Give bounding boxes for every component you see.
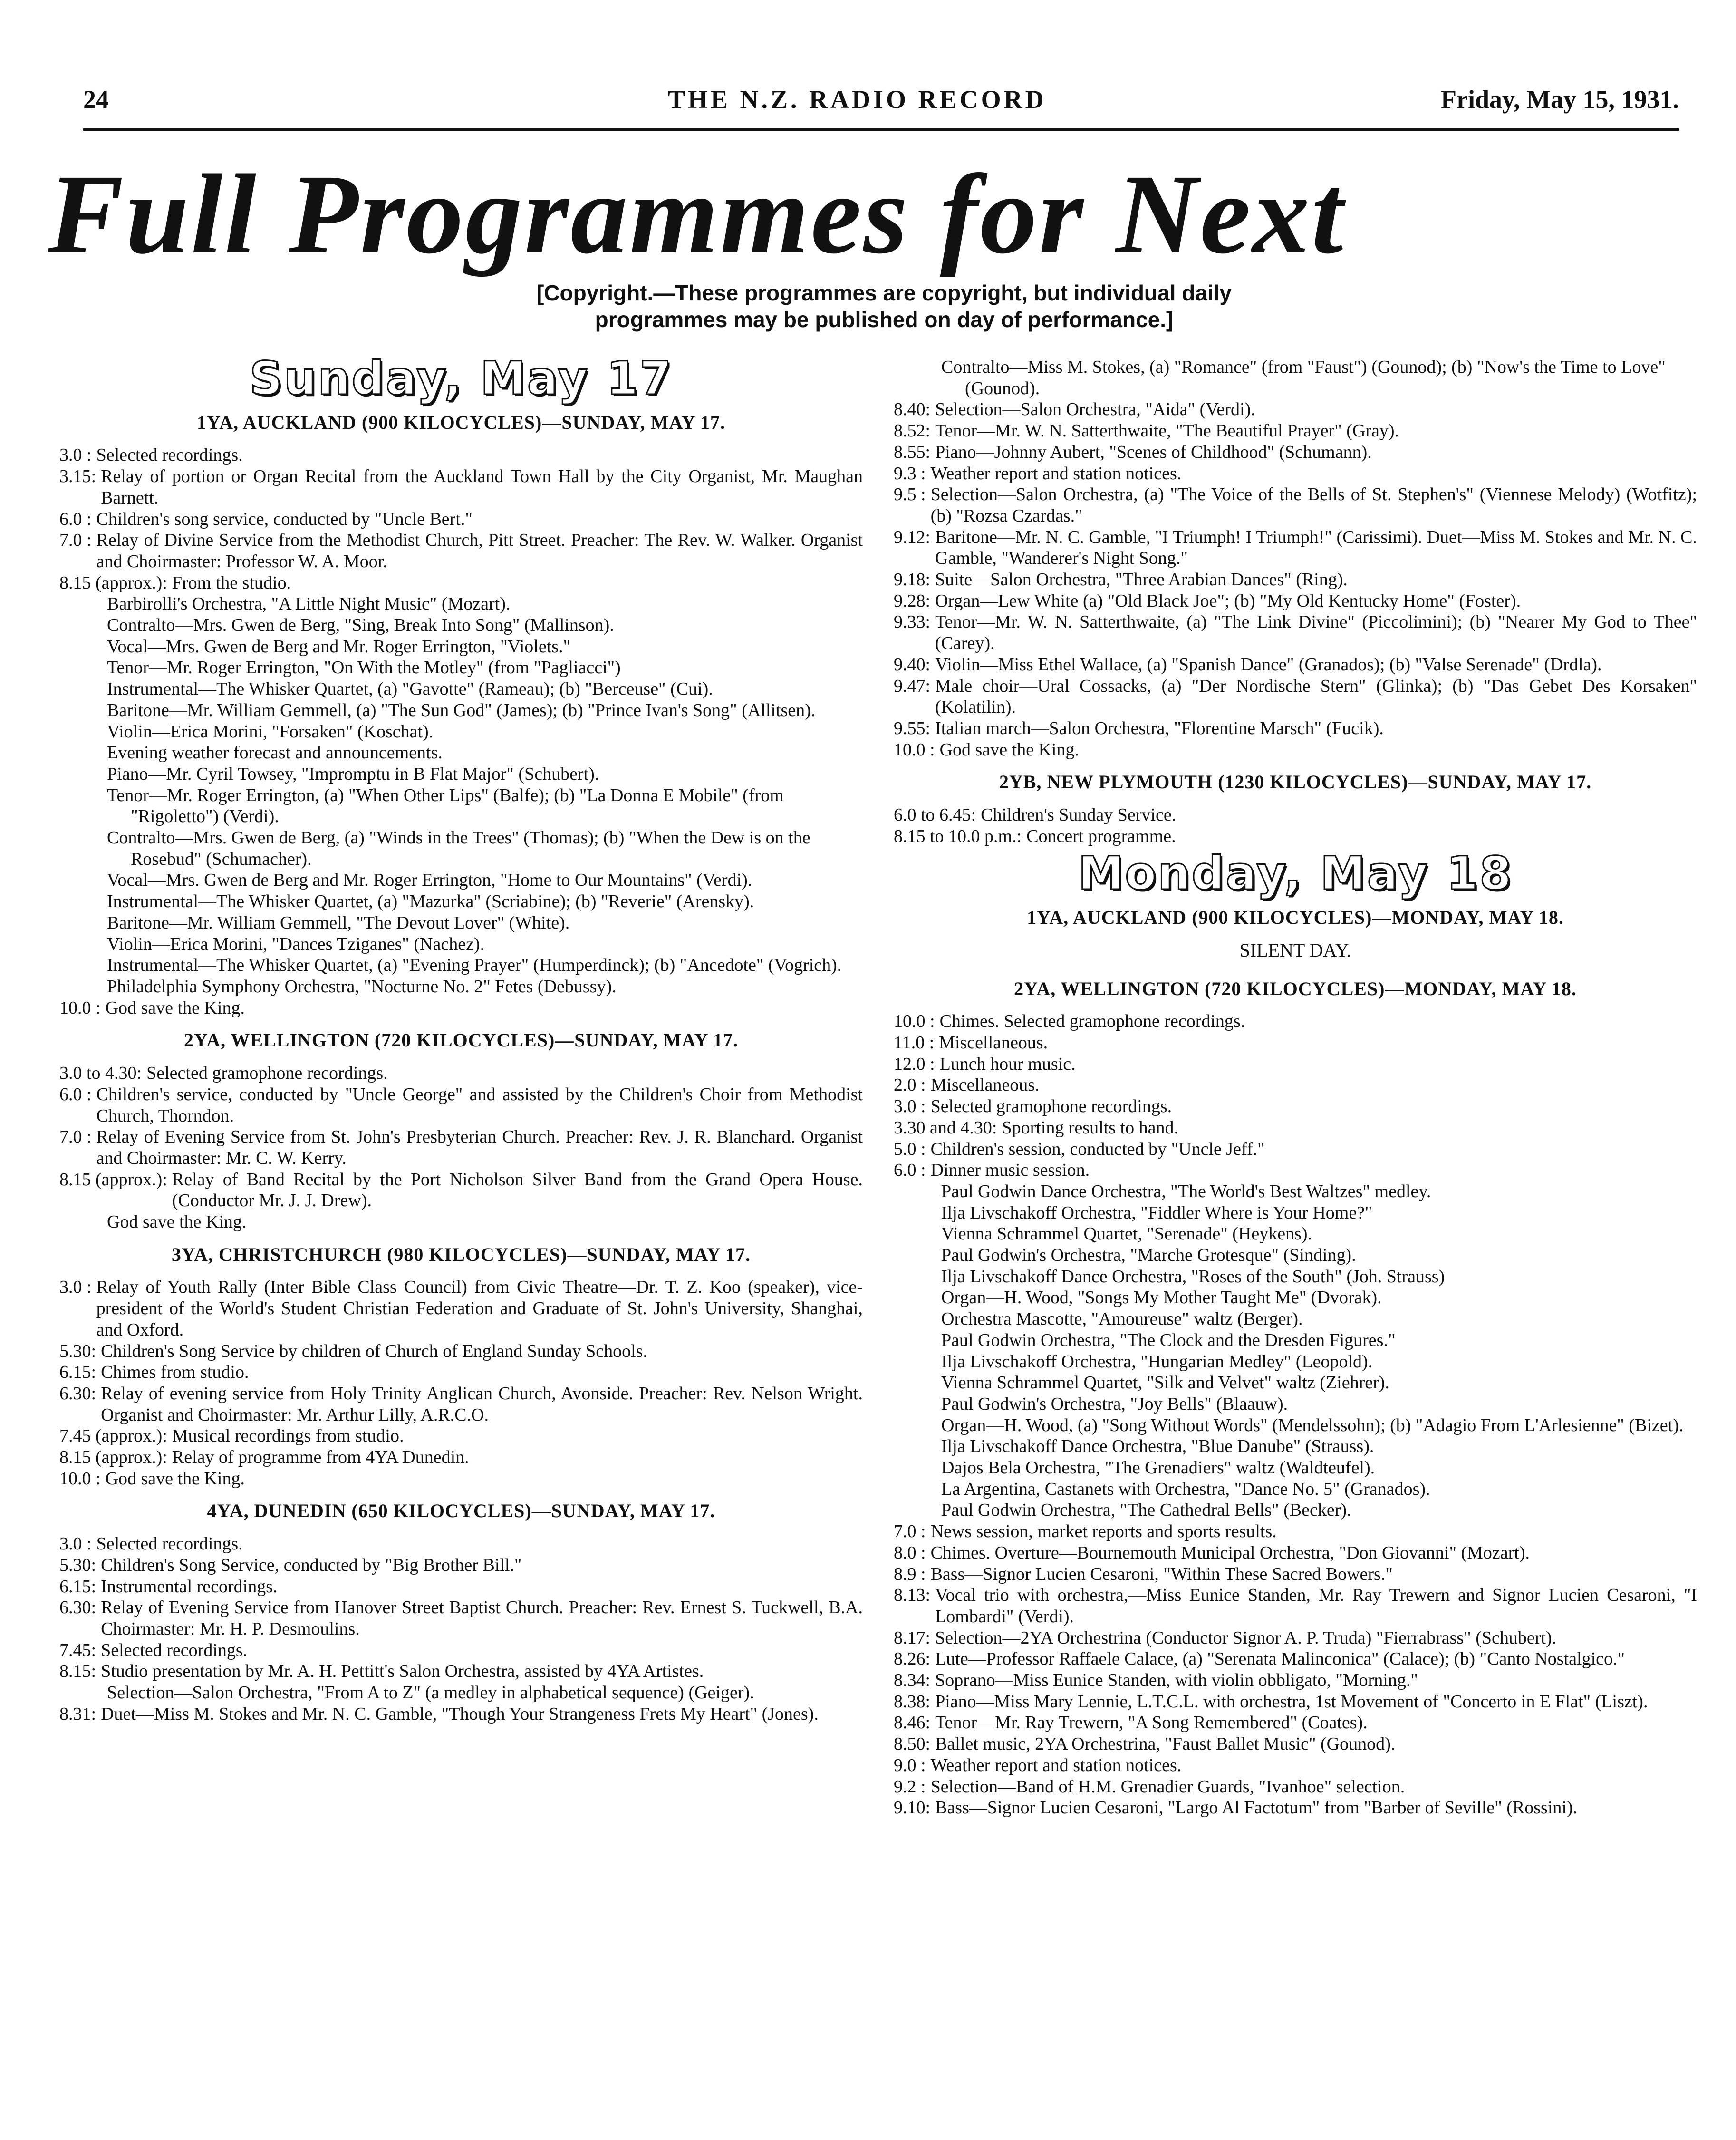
programme-text: Children's Sunday Service. [981, 805, 1177, 825]
programme-item [59, 997, 863, 1019]
programme-text: Piano—Johnny Aubert, "Scenes of Childhood" (Schumann). [935, 442, 1372, 462]
programme-item [894, 1564, 1697, 1585]
programme-text: Weather report and station notices. [930, 463, 1182, 484]
station-heading: 1YA, AUCKLAND (900 KILOCYCLES)—MONDAY, MAY 18. [1027, 907, 1564, 929]
programme-time: 8.55: [894, 442, 931, 462]
programme-time: 5.0 : [894, 1139, 926, 1159]
day-heading-sunday: Sunday, May 17 [249, 352, 673, 405]
silent-day-note: SILENT DAY. [1239, 939, 1351, 961]
programme-item [894, 591, 1697, 612]
programme-subitem: Philadelphia Symphony Orchestra, "Nocturne No. 2" Fetes (Debussy). [107, 976, 617, 997]
programme-item [59, 1383, 863, 1425]
programme-item [894, 1712, 1697, 1733]
programme-text: Selection—Salon Orchestra, "Aida" (Verdi). [935, 399, 1255, 420]
programme-time: 6.30: [59, 1383, 96, 1404]
programme-time: 8.34: [894, 1670, 931, 1691]
station-heading: 1YA, AUCKLAND (900 KILOCYCLES)—SUNDAY, MAY 17. [196, 411, 726, 433]
programme-subitem: Vienna Schrammel Quartet, "Silk and Velvet" waltz (Ziehrer). [941, 1373, 1389, 1393]
programme-item [59, 1555, 863, 1576]
programme-item [59, 1704, 863, 1725]
programme-time: 8.15: [59, 1661, 96, 1682]
programme-list [894, 1521, 1697, 1819]
programme-text: Children's service, conducted by "Uncle George" and assisted by the Children's Choir from Methodist Church, Thorndon. [96, 1084, 863, 1126]
programme-time: 8.50: [894, 1734, 931, 1754]
programme-text: Concert programme. [1026, 826, 1176, 846]
programme-time: 9.12: [894, 527, 931, 547]
programme-item [894, 1733, 1697, 1755]
programme-item [894, 826, 1697, 847]
programme-item [894, 1648, 1697, 1670]
programme-item [894, 420, 1697, 442]
programme-subitem: La Argentina, Castanets with Orchestra, "Dance No. 5" (Granados). [941, 1479, 1430, 1499]
programme-item [894, 1096, 1697, 1117]
programme-time: 8.13: [894, 1585, 931, 1606]
station-heading: 4YA, DUNEDIN (650 KILOCYCLES)—SUNDAY, MAY 17. [207, 1500, 715, 1522]
programme-text: Lute—Professor Raffaele Calace, (a) "Serenata Malinconica" (Calace); (b) "Canto Nostalgico." [935, 1649, 1625, 1669]
programme-text: Miscellaneous. [939, 1032, 1048, 1053]
programme-item [59, 1576, 863, 1598]
programme-item [894, 1542, 1697, 1564]
programme-item [894, 442, 1697, 463]
programme-subitem: Piano—Mr. Cyril Towsey, "Impromptu in B Flat Major" (Schubert). [107, 764, 599, 784]
programme-time: 3.0 : [59, 1277, 92, 1298]
programme-time: 8.17: [894, 1627, 931, 1648]
programme-item [894, 569, 1697, 591]
programme-subitem: Paul Godwin Orchestra, "The Cathedral Bells" (Becker). [941, 1500, 1351, 1520]
programme-item [59, 1126, 863, 1169]
programme-item [59, 1533, 863, 1555]
masthead: THE N.Z. RADIO RECORD [668, 85, 1047, 114]
programme-subitem: Evening weather forecast and announcements. [107, 743, 443, 763]
programme-time: 11.0 : [894, 1032, 935, 1053]
programme-time: 9.33: [894, 612, 931, 632]
programme-time: 10.0 : [59, 1468, 101, 1489]
programme-item [894, 1075, 1697, 1096]
programme-time: 6.0 : [59, 509, 92, 529]
programme-item [894, 739, 1697, 761]
programme-subitem: Ilja Livschakoff Orchestra, "Fiddler Where is Your Home?" [941, 1202, 1372, 1223]
programme-item [894, 1627, 1697, 1649]
programme-text: Vocal trio with orchestra,—Miss Eunice Standen, Mr. Ray Trewern and Signor Lucien Cesaroni, "I Lombardi" (Verdi). [935, 1585, 1697, 1627]
programme-text: Relay of Evening Service from Hanover Street Baptist Church. Preacher: Rev. Ernest S. Tuckwell, B.A. Choirmaster: Mr. H. P. Desmoulins. [101, 1598, 863, 1639]
programme-subitem: Barbirolli's Orchestra, "A Little Night Music" (Mozart). [107, 594, 511, 614]
programme-item [894, 611, 1697, 654]
programme-subitem: Organ—H. Wood, "Songs My Mother Taught Me" (Dvorak). [941, 1288, 1382, 1308]
programme-text: Selected recordings. [101, 1640, 248, 1660]
programme-subitem: Paul Godwin's Orchestra, "Joy Bells" (Blaauw). [941, 1394, 1288, 1414]
copyright-notice: [Copyright.—These programmes are copyright, but individual daily programmes may be published on day of performance.] [536, 281, 1232, 332]
programme-subitem: Ilja Livschakoff Dance Orchestra, "Blue Danube" (Strauss). [941, 1436, 1374, 1457]
programme-list [59, 445, 863, 593]
programme-subitem: Tenor—Mr. Roger Errington, "On With the Motley" (from "Pagliacci") [107, 658, 621, 678]
programme-time: 6.0 : [894, 1160, 926, 1181]
programme-text: God save the King. [105, 997, 245, 1018]
programme-item [59, 1084, 863, 1126]
programme-time: 3.0 to 4.30: [59, 1063, 142, 1084]
programme-text: Chimes from studio. [101, 1362, 249, 1383]
programme-text: Studio presentation by Mr. A. H. Pettitt's Salon Orchestra, assisted by 4YA Artistes. [101, 1661, 704, 1682]
programme-item [894, 654, 1697, 676]
issue-date: Friday, May 15, 1931. [1441, 85, 1679, 114]
programme-text: Relay of Band Recital by the Port Nicholson Silver Band from the Grand Opera House. (Conductor Mr. J. J. Drew). [172, 1169, 863, 1211]
programme-time: 8.9 : [894, 1564, 926, 1584]
programme-time: 8.31: [59, 1704, 96, 1724]
programme-time: 12.0 : [894, 1054, 935, 1074]
programme-subitem: Selection—Salon Orchestra, "From A to Z" (a medley in alphabetical sequence) (Geiger). [107, 1683, 754, 1703]
programme-time: 8.15 to 10.0 p.m.: [894, 826, 1022, 846]
programme-text: From the studio. [172, 572, 291, 593]
programme-subitem: Instrumental—The Whisker Quartet, (a) "Gavotte" (Rameau); (b) "Berceuse" (Cui). [107, 679, 713, 699]
programme-item [894, 1776, 1697, 1798]
programme-time: 3.30 and 4.30: [894, 1117, 997, 1138]
programme-text: Sporting results to hand. [1002, 1117, 1178, 1138]
programme-time: 9.28: [894, 591, 931, 611]
programme-subitem: Vocal—Mrs. Gwen de Berg and Mr. Roger Errington, "Home to Our Mountains" (Verdi). [107, 870, 752, 891]
programme-subitem: Paul Godwin's Orchestra, "Marche Grotesque" (Sinding). [941, 1245, 1356, 1266]
programme-time: 9.55: [894, 718, 931, 738]
programme-time: 7.0 : [59, 530, 92, 551]
programme-time: 5.30: [59, 1341, 96, 1361]
programme-subitem: Paul Godwin Orchestra, "The Clock and the Dresden Figures." [941, 1330, 1396, 1350]
programme-item [894, 1691, 1697, 1713]
programme-time: 6.30: [59, 1598, 96, 1618]
programme-text: Chimes. Overture—Bournemouth Municipal Orchestra, "Don Giovanni" (Mozart). [930, 1542, 1530, 1563]
programme-subitem: Violin—Erica Morini, "Dances Tziganes" (Nachez). [107, 934, 485, 954]
programme-subitem: Baritone—Mr. William Gemmell, (a) "The Sun God" (James); (b) "Prince Ivan's Song" (Allitsen). [107, 700, 816, 720]
programme-item [59, 1063, 863, 1084]
programme-time: 9.0 : [894, 1755, 926, 1775]
programme-time: 7.0 : [894, 1521, 926, 1542]
programme-text: God save the King. [939, 739, 1079, 760]
programme-item [894, 1139, 1697, 1160]
programme-item [894, 1755, 1697, 1776]
programme-list [894, 1011, 1697, 1181]
page-number: 24 [83, 85, 109, 114]
programme-list [894, 804, 1697, 847]
programme-text: News session, market reports and sports results. [930, 1521, 1277, 1542]
programme-item [59, 1447, 863, 1468]
programme-item [59, 530, 863, 572]
right-column [894, 357, 1697, 1819]
programme-item [894, 1160, 1697, 1181]
station-heading: 3YA, CHRISTCHURCH (980 KILOCYCLES)—SUNDAY, MAY 17. [171, 1243, 751, 1265]
programme-text: Children's Song Service, conducted by "Big Brother Bill." [101, 1555, 522, 1575]
station-heading: 2YB, NEW PLYMOUTH (1230 KILOCYCLES)—SUNDAY, MAY 17. [999, 771, 1592, 793]
programme-time: 3.0 : [59, 1534, 92, 1554]
programme-time: 9.18: [894, 570, 931, 590]
programme-time: 9.3 : [894, 463, 926, 484]
programme-text: Relay of programme from 4YA Dunedin. [172, 1447, 469, 1468]
programme-text: God save the King. [105, 1468, 245, 1489]
programme-text: Bass—Signor Lucien Cesaroni, "Within These Sacred Bowers." [930, 1564, 1393, 1584]
programme-time: 8.40: [894, 399, 931, 420]
programme-text: Soprano—Miss Eunice Standen, with violin obbligato, "Morning." [935, 1670, 1418, 1691]
programme-text: Relay of Youth Rally (Inter Bible Class Council) from Civic Theatre—Dr. T. Z. Koo (speaker), vice-president of the World's Student Christian Federation and Graduate of St. John's University, Shanghai, and Oxford. [96, 1277, 863, 1340]
programme-subitem: Instrumental—The Whisker Quartet, (a) "Mazurka" (Scriabine); (b) "Reverie" (Arensky). [107, 891, 754, 912]
programme-text: Selection—Band of H.M. Grenadier Guards, "Ivanhoe" selection. [930, 1776, 1405, 1797]
programme-item [894, 1054, 1697, 1075]
programme-text: Male choir—Ural Cossacks, (a) "Der Nordische Stern" (Glinka); (b) "Das Gebet Des Korsaken" (Kolatilin). [935, 676, 1697, 717]
programme-text: Selected recordings. [96, 1534, 243, 1554]
programme-item [59, 1468, 863, 1490]
programme-item [59, 1425, 863, 1447]
programme-subitem: Violin—Erica Morini, "Forsaken" (Koschat). [107, 721, 434, 742]
programme-item [894, 1011, 1697, 1032]
programme-time: 8.46: [894, 1713, 931, 1733]
programme-subitem: Vocal—Mrs. Gwen de Berg and Mr. Roger Errington, "Violets." [107, 636, 571, 657]
programme-item [894, 1117, 1697, 1139]
programme-text: Instrumental recordings. [101, 1576, 278, 1597]
programme-text: Piano—Miss Mary Lennie, L.T.C.L. with orchestra, 1st Movement of "Concerto in E Flat" (Liszt). [935, 1691, 1648, 1712]
programme-text: Duet—Miss M. Stokes and Mr. N. C. Gamble, "Though Your Strangeness Frets My Heart" (Jones). [101, 1704, 819, 1724]
programme-text: Dinner music session. [930, 1160, 1090, 1181]
programme-text: Children's song service, conducted by "Uncle Bert." [96, 509, 473, 529]
programme-time: 8.52: [894, 421, 931, 441]
programme-time: 9.40: [894, 654, 931, 675]
programme-time: 3.15: [59, 466, 96, 487]
programme-text: Baritone—Mr. N. C. Gamble, "I Triumph! I Triumph!" (Carissimi). Duet—Miss M. Stokes and Mr. N. C. Gamble, "Wanderer's Night Song." [935, 527, 1697, 569]
programme-item [59, 509, 863, 530]
programme-time: 8.15 (approx.): [59, 1169, 167, 1190]
programme-time: 3.0 : [894, 1096, 926, 1117]
programme-item [59, 466, 863, 508]
programme-item [894, 804, 1697, 826]
programme-subitem: Contralto—Mrs. Gwen de Berg, (a) "Winds in the Trees" (Thomas); (b) "When the Dew is on the Rosebud" (Schumacher). [107, 828, 810, 869]
programme-text: Selected gramophone recordings. [930, 1096, 1172, 1117]
programme-subitem: Ilja Livschakoff Orchestra, "Hungarian Medley" (Leopold). [941, 1351, 1373, 1372]
programme-text: Violin—Miss Ethel Wallace, (a) "Spanish Dance" (Granados); (b) "Valse Serenade" (Drdla). [935, 654, 1602, 675]
programme-item [894, 1797, 1697, 1819]
programme-item [894, 1032, 1697, 1054]
programme-text: Chimes. Selected gramophone recordings. [939, 1011, 1245, 1032]
page-title: Full Programmes for Next [48, 151, 1345, 277]
programme-subitem: Contralto—Miss M. Stokes, (a) "Romance" (from "Faust") (Gounod); (b) "Now's the Time to Love" (Gounod). [941, 357, 1666, 398]
programme-time: 7.45: [59, 1640, 96, 1660]
programme-item [59, 1661, 863, 1682]
programme-item [59, 1640, 863, 1661]
programme-text: Selected gramophone recordings. [146, 1063, 388, 1084]
programme-time: 9.2 : [894, 1776, 926, 1797]
programme-text: Children's Song Service by children of Church of England Sunday Schools. [101, 1341, 647, 1361]
programme-time: 9.47: [894, 676, 931, 696]
programme-item [59, 1597, 863, 1639]
programme-text: Weather report and station notices. [930, 1755, 1182, 1775]
page-header [83, 81, 1679, 131]
programme-time: 8.0 : [894, 1542, 926, 1563]
programme-time: 10.0 : [59, 997, 101, 1018]
programme-item [894, 527, 1697, 569]
programme-item [894, 1585, 1697, 1627]
programme-subitem: Instrumental—The Whisker Quartet, (a) "Evening Prayer" (Humperdinck); (b) "Ancedote" (Vogrich). [107, 955, 842, 976]
programme-time: 8.38: [894, 1691, 931, 1712]
programme-subitem: Orchestra Mascotte, "Amoureuse" waltz (Berger). [941, 1309, 1303, 1329]
programme-text: Relay of evening service from Holy Trinity Anglican Church, Avonside. Preacher: Rev. Nelson Wright. Organist and Choirmaster: Mr. Arthur Lilly, A.R.C.O. [101, 1383, 863, 1425]
programme-list [59, 1533, 863, 1682]
programme-text: Lunch hour music. [939, 1054, 1076, 1074]
programme-time: 10.0 : [894, 1011, 935, 1032]
programme-item [894, 676, 1697, 718]
programme-subitem: Dajos Bela Orchestra, "The Grenadiers" waltz (Waldteufel). [941, 1458, 1375, 1478]
programme-time: 7.0 : [59, 1127, 92, 1147]
programme-item [894, 1521, 1697, 1542]
station-heading: 2YA, WELLINGTON (720 KILOCYCLES)—SUNDAY, MAY 17. [183, 1029, 739, 1051]
programme-text: Selection—2YA Orchestrina (Conductor Signor A. P. Truda) "Fierrabrass" (Schubert). [935, 1627, 1557, 1648]
programme-time: 9.10: [894, 1798, 931, 1818]
programme-text: Tenor—Mr. W. N. Satterthwaite, "The Beautiful Prayer" (Gray). [935, 421, 1399, 441]
programme-subitem: Contralto—Mrs. Gwen de Berg, "Sing, Break Into Song" (Mallinson). [107, 615, 614, 636]
programme-item [894, 1670, 1697, 1691]
programme-item [59, 572, 863, 594]
programme-time: 6.0 to 6.45: [894, 805, 976, 825]
programme-text: Relay of Evening Service from St. John's Presbyterian Church. Preacher: Rev. J. R. Blanchard. Organist and Choirmaster: Mr. C. W. Kerry. [96, 1127, 863, 1168]
programme-item [59, 445, 863, 466]
programme-time: 3.0 : [59, 445, 92, 465]
programme-text: Organ—Lew White (a) "Old Black Joe"; (b) "My Old Kentucky Home" (Foster). [935, 591, 1521, 611]
programme-item [59, 1341, 863, 1362]
programme-time: 8.15 (approx.): [59, 1447, 167, 1468]
programme-time: 7.45 (approx.): [59, 1426, 167, 1446]
day-heading-monday: Monday, May 18 [1078, 847, 1513, 901]
programme-subitem: Ilja Livschakoff Dance Orchestra, "Roses of the South" (Joh. Strauss) [941, 1266, 1445, 1287]
programme-time: 6.15: [59, 1576, 96, 1597]
programme-text: Relay of portion or Organ Recital from the Auckland Town Hall by the City Organist, Mr. Maughan Barnett. [101, 466, 863, 508]
programme-text: Miscellaneous. [930, 1075, 1040, 1095]
programme-subitem: God save the King. [107, 1212, 247, 1232]
programme-text: Suite—Salon Orchestra, "Three Arabian Dances" (Ring). [935, 570, 1348, 590]
programme-item [894, 718, 1697, 739]
programme-item [59, 1169, 863, 1211]
programme-item [894, 484, 1697, 526]
programme-text: Tenor—Mr. Ray Trewern, "A Song Remembered" (Coates). [935, 1713, 1368, 1733]
programme-list [59, 1063, 863, 1211]
programme-text: Selected recordings. [96, 445, 243, 465]
programme-text: Bass—Signor Lucien Cesaroni, "Largo Al Factotum" from "Barber of Seville" (Rossini). [935, 1798, 1578, 1818]
programme-item [59, 1362, 863, 1383]
programme-list [59, 1277, 863, 1489]
programme-subitem: Vienna Schrammel Quartet, "Serenade" (Heykens). [941, 1224, 1312, 1244]
programme-time: 8.26: [894, 1649, 931, 1669]
left-column [59, 352, 863, 1724]
programme-item [894, 463, 1697, 484]
programme-subitem: Organ—H. Wood, (a) "Song Without Words" (Mendelssohn); (b) "Adagio From L'Arlesienne" (Bizet). [941, 1415, 1684, 1435]
programme-subitem: Baritone—Mr. William Gemmell, "The Devout Lover" (White). [107, 912, 570, 933]
programme-text: Tenor—Mr. W. N. Satterthwaite, (a) "The Link Divine" (Piccolimini); (b) "Nearer My God to Thee" (Carey). [935, 612, 1697, 654]
programme-subitem: Paul Godwin Dance Orchestra, "The World's Best Waltzes" medley. [941, 1181, 1431, 1201]
programme-subitem: Tenor—Mr. Roger Errington, (a) "When Other Lips" (Balfe); (b) "La Donna E Mobile" (from "Rigoletto") (Verdi). [107, 785, 784, 827]
station-heading: 2YA, WELLINGTON (720 KILOCYCLES)—MONDAY, MAY 18. [1014, 978, 1577, 999]
programme-time: 8.15 (approx.): [59, 572, 167, 593]
programme-time: 2.0 : [894, 1075, 926, 1095]
programme-sublist [59, 593, 863, 997]
programme-text: Musical recordings from studio. [172, 1426, 404, 1446]
programme-sublist [894, 1181, 1697, 1521]
programme-text: Children's session, conducted by "Uncle Jeff." [930, 1139, 1265, 1159]
programme-item [894, 399, 1697, 420]
programme-text: Italian march—Salon Orchestra, "Florentine Marsch" (Fucik). [935, 718, 1384, 738]
programme-list [894, 399, 1697, 760]
programme-text: Selection—Salon Orchestra, (a) "The Voice of the Bells of St. Stephen's" (Viennese Melody) (Wotfitz); (b) "Rozsa Czardas." [930, 484, 1697, 526]
programme-time: 9.5 : [894, 484, 926, 505]
programme-time: 6.15: [59, 1362, 96, 1383]
programme-item [59, 1277, 863, 1340]
programme-time: 5.30: [59, 1555, 96, 1575]
programme-time: 10.0 : [894, 739, 935, 760]
programme-text: Ballet music, 2YA Orchestrina, "Faust Ballet Music" (Gounod). [935, 1734, 1396, 1754]
programme-time: 6.0 : [59, 1084, 92, 1104]
programme-text: Relay of Divine Service from the Methodist Church, Pitt Street. Preacher: The Rev. W. Walker. Organist and Choirmaster: Professor W. A. Moor. [96, 530, 863, 571]
